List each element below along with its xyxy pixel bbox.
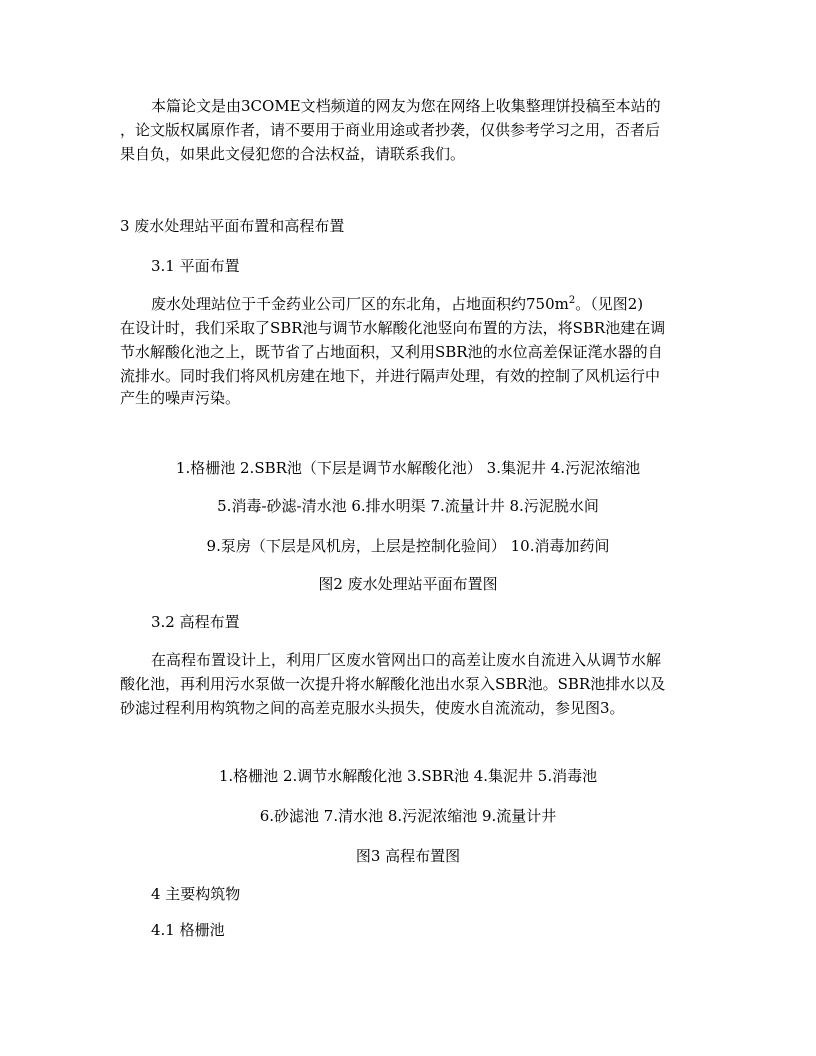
paragraph-3-1-line-3: 节水解酸化池之上，既节省了占地面积，又利用SBR池的水位高差保证滗水器的自: [120, 343, 663, 361]
section-3-heading: 3 废水处理站平面布置和高程布置: [120, 217, 345, 235]
paragraph-3-1-line-1-main: 废水处理站位于千金药业公司厂区的东北角，占地面积约750m: [151, 295, 569, 313]
paragraph-3-2-line-1: 在高程布置设计上，利用厂区废水管网出口的高差让废水自流进入从调节水解: [151, 651, 662, 669]
figure-2-legend-line-3: 9.泵房（下层是风机房，上层是控制化验间） 10.消毒加药间: [206, 537, 610, 555]
paragraph-3-2-line-3: 砂滤过程利用构筑物之间的高差克服水头损失，使废水自流流动，参见图3。: [120, 699, 625, 717]
figure-3-caption: 图3 高程布置图: [355, 847, 461, 865]
paragraph-3-1-line-4: 流排水。同时我们将风机房建在地下，并进行隔声处理，有效的控制了风机运行中: [120, 367, 661, 385]
section-4-heading: 4 主要构筑物: [151, 885, 241, 903]
paragraph-3-2-line-2: 酸化池，再利用污水泵做一次提升将水解酸化池出水泵入SBR池。SBR池排水以及: [120, 675, 666, 693]
paragraph-3-1-line-1: [151, 294, 643, 314]
figure-3-legend-line-1: 1.格栅池 2.调节水解酸化池 3.SBR池 4.集泥井 5.消毒池: [218, 767, 598, 785]
figure-3-legend-line-2: 6.砂滤池 7.清水池 8.污泥浓缩池 9.流量计井: [259, 807, 557, 825]
subsection-3-2-heading: 3.2 高程布置: [151, 613, 240, 631]
figure-2-caption: 图2 废水处理站平面布置图: [318, 575, 498, 593]
notice-line-1: 本篇论文是由3COME文档频道的网友为您在网络上收集整理饼投稿至本站的: [151, 97, 661, 115]
paragraph-3-1-line-2: 在设计时，我们采取了SBR池与调节水解酸化池竖向布置的方法，将SBR池建在调: [120, 319, 666, 337]
paragraph-3-1-line-5: 产生的噪声污染。: [120, 389, 241, 407]
subsection-3-1-heading: 3.1 平面布置: [151, 257, 240, 275]
paragraph-3-1-line-1-tail: 。（见图2): [575, 295, 644, 313]
notice-line-2: ，论文版权属原作者，请不要用于商业用途或者抄袭，仅供参考学习之用，否者后: [120, 121, 661, 139]
superscript-2: 2: [568, 295, 576, 306]
figure-2-legend-line-2: 5.消毒-砂滤-清水池 6.排水明渠 7.流量计井 8.污泥脱水间: [217, 497, 599, 515]
figure-2-legend-line-1: 1.格栅池 2.SBR池（下层是调节水解酸化池） 3.集泥井 4.污泥浓缩池: [175, 459, 641, 477]
subsection-4-1-heading: 4.1 格栅池: [151, 921, 225, 939]
notice-line-3: 果自负，如果此文侵犯您的合法权益，请联系我们。: [120, 145, 466, 163]
